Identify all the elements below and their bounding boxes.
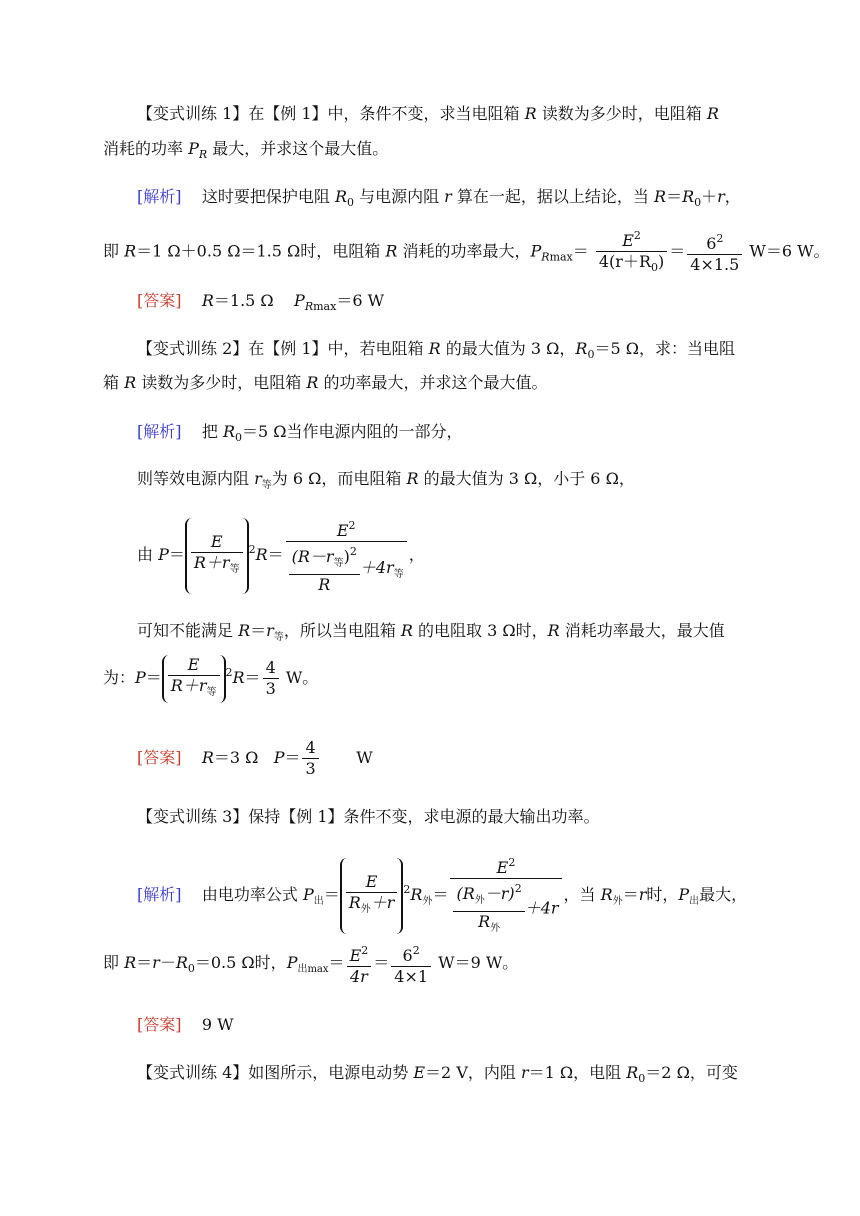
eq: ＝ [572, 241, 589, 261]
text: 与电源内阻 [353, 187, 445, 206]
solution-2-line-1 [137, 421, 463, 449]
text: ＝1 Ω，电阻 [528, 1063, 627, 1082]
num: 4 [263, 658, 279, 679]
var-R: R [600, 885, 613, 904]
text: 消耗的功率最大， [397, 241, 531, 261]
num: (R [456, 883, 475, 903]
sup-2: 2 [633, 229, 641, 242]
paren [162, 655, 226, 703]
var-E: E [210, 532, 223, 551]
solution-tag: [解析] [137, 422, 182, 441]
answer-tag: [答案] [137, 1015, 182, 1034]
answer-1 [137, 290, 384, 318]
sup-2: 2 [248, 543, 256, 556]
exercise-3 [137, 806, 600, 828]
text: ＝2 Ω，可变 [645, 1063, 738, 1082]
text: W。 [285, 668, 319, 687]
fraction [687, 229, 742, 275]
var-E: E [365, 872, 378, 891]
var-R: R [348, 893, 361, 912]
eq: ＝ [373, 953, 390, 972]
var-P: P [530, 241, 542, 261]
text: ＝6 W [336, 291, 385, 310]
den: R＋r [170, 675, 207, 695]
num: 4 [302, 738, 318, 759]
text: 的最大值为 3 Ω，小于 6 Ω， [418, 469, 635, 488]
sub-deng: 等 [273, 632, 284, 643]
sub-0: 0 [638, 1072, 646, 1085]
var-R: R [124, 953, 137, 972]
num: 6 [706, 234, 717, 253]
solution-tag: [解析] [137, 187, 182, 206]
eq: ＝ [622, 885, 639, 904]
var-P: P [678, 885, 690, 904]
sup-2: 2 [348, 519, 356, 532]
text: 为： [103, 668, 136, 687]
sup-2: 2 [514, 881, 522, 895]
den: 3 [305, 759, 316, 778]
var-E: E [622, 231, 634, 250]
plus-4r: ＋4r [359, 558, 394, 577]
sub-R: R [541, 250, 550, 264]
sub-chu: 出 [689, 896, 700, 907]
var-r: r [717, 187, 725, 206]
eq: ＝ [328, 953, 345, 972]
sup-2: 2 [716, 232, 724, 245]
num: 6 [402, 945, 413, 965]
num: (R－r [291, 547, 334, 566]
answer-3 [137, 1014, 234, 1036]
text: ＝3 Ω [213, 748, 259, 767]
sub-max: max [549, 250, 573, 264]
var-R: R [524, 104, 537, 123]
eq: ＝ [284, 748, 301, 767]
eq: ＝ [168, 545, 185, 564]
text: 【变式训练 4】如图所示，电源电动势 [137, 1063, 414, 1082]
exercise-2-line-1 [137, 338, 735, 366]
exercise-4 [137, 1062, 738, 1090]
exercise-2-line-2 [103, 372, 547, 394]
fraction [191, 532, 243, 580]
text: 算在一起，据以上结论，当 [451, 187, 655, 206]
sup-2: 2 [508, 855, 516, 869]
unit: W [356, 748, 373, 767]
plus-4r: ＋4r [524, 898, 559, 917]
var-R: R [385, 241, 398, 261]
text: ＝0.5 Ω时， [194, 953, 287, 972]
sub-0: 0 [187, 962, 195, 975]
den: 4r [349, 966, 368, 986]
var-P: P [302, 885, 314, 904]
fraction [302, 738, 318, 779]
var-R: R [406, 469, 419, 488]
var-R: R [334, 187, 347, 206]
eq: ＝ [669, 241, 686, 261]
solution-2-line-2 [137, 468, 635, 497]
var-R: R [428, 339, 441, 358]
text: 消耗功率最大，最大值 [559, 621, 725, 640]
fraction [596, 226, 667, 278]
exercise-1-line-2 [103, 138, 388, 166]
solution-1-line-2 [103, 226, 830, 280]
text: 这时要把保护电阻 [201, 187, 335, 206]
solution-tag: [解析] [137, 885, 182, 904]
var-R: R [318, 575, 331, 594]
eq: ＝ [145, 668, 162, 687]
fraction [346, 872, 398, 920]
sub-wai: 外 [360, 904, 371, 915]
den: 4(r＋R [598, 252, 651, 271]
sup-2: 2 [412, 943, 420, 957]
text: ＝2 V，内阻 [425, 1063, 521, 1082]
text: 箱 [103, 373, 125, 392]
var-R: R [201, 748, 214, 767]
sub-max: max [313, 300, 337, 313]
text: 时， [646, 885, 679, 904]
sub-deng: 等 [393, 569, 404, 580]
text: ，当 [563, 885, 601, 904]
var-P: P [273, 748, 285, 767]
var-R: R [222, 422, 235, 441]
var-R: R [255, 545, 268, 564]
text: 【变式训练 3】保持【例 1】条件不变，求电源的最大输出功率。 [137, 807, 600, 826]
sub-wai: 外 [490, 922, 501, 934]
text: W＝9 W。 [438, 953, 519, 972]
den: 3 [265, 679, 276, 698]
den: 4×1 [394, 966, 429, 986]
var-R: R [124, 373, 137, 392]
var-r: r [520, 1063, 529, 1082]
text: W＝6 W。 [749, 241, 830, 261]
var-E: E [413, 1063, 426, 1082]
var-R: R [626, 1063, 639, 1082]
var-P: P [188, 139, 199, 158]
sub-0: 0 [234, 431, 242, 444]
den: R＋r [193, 553, 230, 572]
var-R: R [400, 621, 413, 640]
var-R: R [706, 104, 719, 123]
text: 把 [201, 422, 223, 441]
solution-2-line-4 [137, 620, 725, 649]
sub-deng: 等 [229, 564, 240, 575]
paren [340, 858, 404, 934]
sub-R: R [198, 148, 208, 161]
var-R: R [547, 621, 560, 640]
solution-3-line-2 [103, 940, 518, 993]
var-r: r [638, 885, 647, 904]
fraction [450, 853, 561, 939]
var-P: P [286, 953, 298, 972]
text: 读数为多少时，电阻箱 [536, 104, 707, 123]
text: 即 [103, 953, 125, 972]
fraction [168, 655, 220, 703]
sub-deng: 等 [206, 686, 217, 698]
fraction [286, 516, 407, 595]
sub-0: 0 [346, 196, 354, 209]
eq: ＝ [267, 545, 284, 564]
sub-0: 0 [651, 261, 658, 274]
var-R: R [232, 668, 245, 687]
var-r: r [254, 469, 262, 488]
eq: ＝ [323, 885, 340, 904]
text: ＝1 Ω＋0.5 Ω＝1.5 Ω时，电阻箱 [136, 241, 386, 261]
den: 4×1.5 [690, 255, 740, 274]
comma: ， [724, 187, 741, 206]
solution-2-line-5 [103, 650, 318, 703]
text: 的电阻取 3 Ω时， [412, 621, 548, 640]
eq: ＝ [136, 953, 153, 972]
var-R: R [478, 911, 491, 931]
sub-R: R [304, 300, 314, 313]
fraction [391, 941, 431, 987]
text: 由电功率公式 [201, 885, 303, 904]
sup-2: 2 [403, 883, 411, 896]
exercise-1-line-1 [137, 103, 719, 125]
solution-2-formula-1 [137, 512, 425, 595]
text: 由 [137, 545, 159, 564]
solution-3-line-1 [137, 852, 747, 940]
text: 的功率最大，并求这个最大值。 [318, 373, 548, 392]
var-R: R [124, 241, 137, 261]
comma: ， [408, 545, 425, 564]
var-E: E [496, 857, 509, 877]
sup-2: 2 [225, 666, 233, 679]
text: ＝1.5 Ω [213, 291, 274, 310]
answer-tag: [答案] [137, 748, 182, 767]
sub-chu: 出 [313, 896, 324, 907]
sub-chu-max: 出max [297, 964, 329, 975]
text: 消耗的功率 [103, 139, 189, 158]
var-P: P [135, 668, 146, 687]
sub-0: 0 [587, 348, 595, 361]
var-r: r [266, 621, 274, 640]
eq: ＝ [244, 668, 261, 687]
sub-deng: 等 [261, 480, 272, 491]
minus-r: －r) [484, 883, 515, 903]
text: 为 6 Ω，而电阻箱 [271, 469, 407, 488]
den: ) [658, 252, 665, 271]
text: 【变式训练 2】在【例 1】中，若电阻箱 [137, 339, 429, 358]
eq: ＝ [250, 621, 267, 640]
paren [185, 518, 249, 594]
eq: ＝ [432, 885, 449, 904]
var-R: R [410, 885, 423, 904]
sub-wai: 外 [422, 896, 433, 907]
fraction [347, 941, 372, 987]
text: ＝5 Ω，求：当电阻 [594, 339, 735, 358]
var-E: E [336, 521, 349, 540]
var-E: E [349, 945, 362, 965]
text: 的最大值为 3 Ω， [440, 339, 576, 358]
var-R: R [175, 953, 188, 972]
text: 【变式训练 1】在【例 1】中，条件不变，求当电阻箱 [137, 104, 525, 123]
text: 最大， [699, 885, 748, 904]
sub-wai: 外 [474, 894, 485, 906]
fraction [453, 879, 524, 939]
sub-0: 0 [694, 196, 702, 209]
sup-2: 2 [361, 943, 369, 957]
eq: ＝ [666, 187, 683, 206]
var-R: R [654, 187, 667, 206]
var-R: R [238, 621, 251, 640]
var-R: R [201, 291, 214, 310]
solution-1-line-1 [137, 186, 741, 214]
minus: － [159, 953, 176, 972]
var-R: R [306, 373, 319, 392]
var-P: P [294, 291, 305, 310]
text: 最大，并求这个最大值。 [207, 139, 389, 158]
plus: ＋ [701, 187, 718, 206]
text: 可知不能满足 [137, 621, 239, 640]
var-r: r [444, 187, 452, 206]
text: ，所以当电阻箱 [283, 621, 401, 640]
var-E: E [187, 654, 200, 674]
answer-tag: [答案] [137, 291, 182, 310]
text: 则等效电源内阻 [137, 469, 255, 488]
text: ＝5 Ω当作电源内阻的一部分， [241, 422, 463, 441]
text: 即 [103, 241, 125, 261]
sub-wai: 外 [612, 896, 623, 907]
plus-r: ＋r [370, 893, 395, 912]
fraction: $\frac{(R-r_等)^2}{R}$ [289, 542, 360, 595]
sup-2: 2 [349, 545, 357, 558]
text: 读数为多少时，电阻箱 [136, 373, 307, 392]
var-P: P [158, 545, 169, 564]
var-r: r [152, 953, 160, 972]
answer-2 [137, 735, 373, 781]
var-R: R [682, 187, 695, 206]
sub-deng: 等 [333, 558, 344, 569]
var-R: R [575, 339, 588, 358]
fraction [263, 658, 279, 699]
text: 9 W [201, 1015, 234, 1034]
